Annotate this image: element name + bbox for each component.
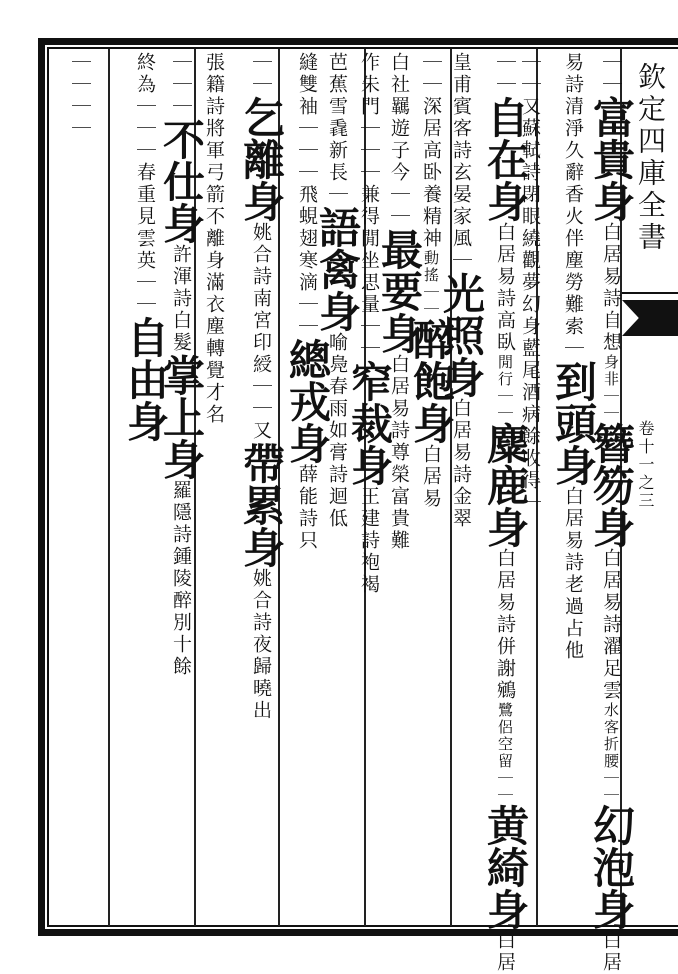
headword: 總戎身 [283, 338, 332, 464]
headword: 自由身 [121, 316, 170, 442]
citation-text: 藍尾酒病餘收得｜ [519, 338, 541, 514]
citation-text: 兼得閒坐思量｜｜ [358, 184, 380, 360]
headword: 不仕身 [157, 118, 206, 244]
citation-text: 王建詩袍褐 [358, 486, 380, 596]
citation-text: ｜｜ [600, 52, 622, 96]
citation-text: 白居易詩自想 [600, 222, 622, 354]
headword: 醉飽身 [407, 318, 456, 444]
headword: 幻泡身 [587, 804, 636, 930]
book-title: 欽定四庫全書 [634, 62, 667, 254]
text-column [70, 52, 89, 920]
citation-text: 白居易詩金翠 [450, 398, 472, 530]
headword: 簪笏身 [587, 422, 636, 548]
headword: 富貴身 [587, 96, 636, 222]
citation-text: 白社羈遊子今｜｜ [388, 52, 410, 228]
headword: 掌上身 [157, 354, 206, 480]
headword: 到頭身 [549, 360, 598, 486]
text-column [549, 52, 598, 920]
headword: 語禽身 [313, 206, 362, 332]
citation-text: 閒行｜｜ [496, 354, 514, 422]
citation-text: ｜｜又蘇軾詩閉眼繞觀夢幻身 [519, 52, 541, 338]
citation-text: 縫雙袖｜｜｜ [296, 52, 318, 184]
citation-text: 芭蕉雪毳新長｜ [326, 52, 348, 206]
text-column [587, 52, 636, 974]
headword: 麋鹿身 [481, 422, 530, 548]
citation-text: 水客折腰｜｜ [602, 702, 620, 804]
citation-text: 動搖｜｜ [422, 250, 440, 318]
headword: 最要身 [375, 228, 424, 354]
citation-text: 作朱門｜｜｜ [358, 52, 380, 184]
text-column [157, 52, 206, 920]
citation-text: 白居 [494, 930, 516, 974]
volume-label: 卷十一之三 [636, 420, 655, 510]
text-column [204, 52, 223, 920]
citation-text: 白居易 [420, 444, 442, 510]
citation-text: ｜｜｜｜ [69, 52, 91, 140]
citation-text: 白居易詩老過占他 [562, 486, 584, 662]
citation-text: 羅隱詩鍾陵醉別十餘 [170, 480, 192, 678]
citation-text: 白居易詩併謝鵷 [494, 548, 516, 702]
citation-text: 喻鳧春雨如膏詩迴低 [326, 332, 348, 530]
citation-text: 鷺侶空留｜｜ [496, 702, 514, 804]
headword: 黄綺身 [481, 804, 530, 930]
citation-text: 姚合詩夜歸曉出 [250, 568, 272, 722]
citation-text: ｜｜｜ [170, 52, 192, 118]
citation-text: 姚合詩南宮印綬｜｜又 [250, 222, 272, 442]
citation-text: 終為｜｜｜ [134, 52, 156, 162]
headword: 自在身 [481, 96, 530, 222]
citation-text: 許渾詩白髮 [170, 244, 192, 354]
citation-text: ｜｜深居高卧養精神 [420, 52, 442, 250]
headword: 窄裁身 [345, 360, 394, 486]
citation-text: ｜｜ [494, 52, 516, 96]
headword: 帶累身 [237, 442, 286, 568]
citation-text: 易詩清淨久辭香火伴塵勞難索｜ [562, 52, 584, 360]
text-column [121, 52, 170, 920]
citation-text: ｜｜ [250, 52, 272, 96]
citation-text: 春重見雲英｜｜ [134, 162, 156, 316]
headword: 乞離身 [237, 96, 286, 222]
citation-text: 白居易詩濯足雲 [600, 548, 622, 702]
citation-text: 飛蜆翅寒滴｜｜ [296, 184, 318, 338]
citation-text: 皇甫賓客詩玄晏家風｜ [450, 52, 472, 272]
citation-text: 張籍詩將軍弓箭不離身 [203, 52, 225, 272]
column-rule [108, 49, 110, 926]
headword: 光照身 [437, 272, 486, 398]
citation-text: 身非｜｜ [602, 354, 620, 422]
text-column [283, 52, 332, 920]
citation-text: 白居易詩尊榮富貴難 [388, 354, 410, 552]
text-column [237, 52, 286, 920]
citation-text: 薛能詩只 [296, 464, 318, 552]
citation-text: 白居易詩高臥 [494, 222, 516, 354]
citation-text: 白居 [600, 930, 622, 974]
citation-text: 滿衣塵轉覺才名 [203, 272, 225, 426]
